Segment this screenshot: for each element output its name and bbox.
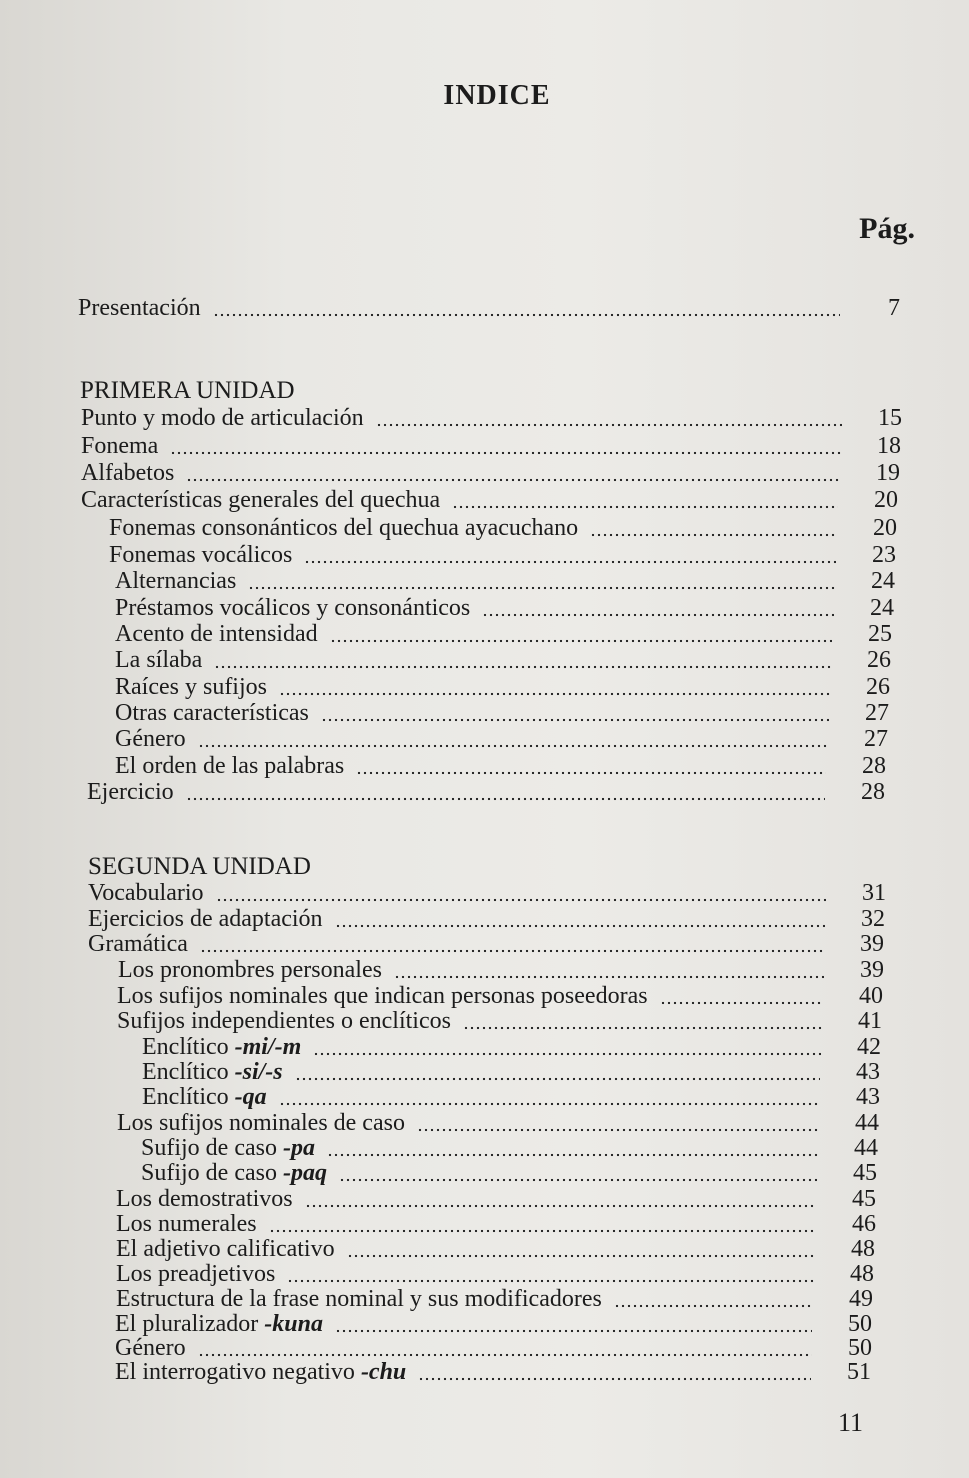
dot-leader	[213, 312, 840, 318]
toc-entry	[117, 1009, 882, 1033]
dot-leader	[200, 948, 824, 954]
toc-entry-text: El adjetivo calificativo	[116, 1236, 335, 1262]
page-number: 11	[838, 1408, 864, 1437]
dot-leader	[279, 1101, 820, 1107]
toc-entry	[115, 675, 890, 699]
dot-leader	[327, 1152, 818, 1158]
toc-entry-label	[115, 596, 470, 620]
toc-entry	[88, 881, 886, 905]
toc-entry-page: 43	[856, 1059, 880, 1085]
toc-entry	[115, 701, 889, 725]
toc-entry-label	[116, 1212, 257, 1236]
toc-entry-page: 27	[865, 700, 889, 726]
toc-entry-text: Fonemas vocálicos	[109, 542, 293, 568]
toc-entry	[109, 516, 897, 540]
dot-leader	[321, 717, 829, 723]
toc-entry-page: 20	[874, 487, 898, 513]
toc-entry-page: 49	[849, 1286, 873, 1312]
toc-entry-page: 28	[861, 779, 885, 805]
toc-entry-label	[81, 488, 440, 512]
toc-entry-page: 27	[864, 726, 888, 752]
toc-entry-page: 39	[860, 931, 884, 957]
toc-entry-text: Ejercicio	[87, 779, 174, 805]
toc-entry-page: 44	[854, 1135, 878, 1161]
toc-entry-text: Sufijo de caso	[141, 1160, 277, 1186]
dot-leader	[347, 1253, 815, 1259]
dot-leader	[214, 664, 831, 670]
toc-entry-label	[115, 648, 202, 672]
dot-leader	[248, 585, 835, 591]
toc-entry-page: 18	[877, 433, 901, 459]
toc-entry-text: Los sufijos nominales que indican personas poseedoras	[117, 983, 648, 1009]
toc-entry-text: Género	[115, 1335, 186, 1361]
toc-entry-label	[115, 1336, 186, 1360]
toc-entry-page: 31	[862, 880, 886, 906]
toc-entry	[88, 932, 884, 956]
toc-entry-page: 50	[848, 1335, 872, 1361]
toc-entry	[141, 1136, 878, 1160]
dot-leader	[482, 612, 834, 618]
dot-leader	[335, 923, 825, 929]
toc-entry-page: 32	[861, 906, 885, 932]
dot-leader	[452, 504, 838, 510]
dot-leader	[170, 450, 841, 456]
toc-entry-suffix: -qa	[234, 1084, 267, 1110]
toc-entry-text: Los sufijos nominales de caso	[117, 1110, 405, 1136]
toc-entry-text: Características generales del quechua	[81, 487, 441, 513]
dot-leader	[216, 897, 826, 903]
toc-entry-text: Gramática	[88, 931, 188, 957]
toc-entry-label	[115, 675, 267, 699]
toc-entry-text: La sílaba	[115, 647, 203, 673]
toc-entry-label	[109, 543, 292, 567]
toc-entry-page: 23	[872, 542, 896, 568]
toc-entry-label	[117, 1111, 405, 1135]
dot-leader	[418, 1376, 811, 1382]
toc-entry	[116, 1187, 876, 1211]
toc-entry	[116, 1262, 874, 1286]
toc-entry-page: 48	[850, 1261, 874, 1287]
unit-heading: SEGUNDA UNIDAD	[88, 853, 311, 880]
toc-entry	[109, 543, 896, 567]
toc-entry-label	[141, 1161, 327, 1185]
toc-entry	[117, 1111, 879, 1135]
toc-entry	[115, 596, 894, 620]
toc-entry-label	[115, 727, 186, 751]
toc-entry	[142, 1085, 880, 1109]
toc-entry-label	[87, 780, 174, 804]
toc-entry-text: Préstamos vocálicos y consonánticos	[115, 595, 471, 621]
toc-entry-label	[116, 1237, 335, 1261]
toc-entry	[81, 406, 902, 430]
toc-entry-page: 41	[858, 1008, 882, 1034]
dot-leader	[279, 691, 830, 697]
toc-entry-text: Alfabetos	[81, 460, 175, 486]
toc-entry-label	[115, 1360, 406, 1384]
toc-entry-page: 51	[847, 1359, 871, 1385]
toc-entry-page: 44	[855, 1110, 879, 1136]
toc-entry-label	[142, 1060, 283, 1084]
dot-leader	[198, 1352, 812, 1358]
toc-entry	[115, 648, 891, 672]
toc-entry-label	[117, 1009, 451, 1033]
toc-entry-suffix: -pa	[282, 1135, 315, 1161]
unit-heading: PRIMERA UNIDAD	[80, 377, 295, 404]
toc-entry-text: Enclítico	[142, 1084, 229, 1110]
toc-entry-text: Punto y modo de articulación	[81, 405, 364, 431]
toc-entry-page: 46	[852, 1211, 876, 1237]
toc-entry-label	[115, 569, 236, 593]
toc-entry-text: Alternancias	[115, 568, 237, 594]
toc-entry	[115, 1360, 871, 1384]
toc-entry-page: 24	[871, 568, 895, 594]
toc-entry	[115, 754, 886, 778]
toc-entry	[142, 1060, 880, 1084]
toc-entry-text: Los numerales	[116, 1211, 257, 1237]
toc-entry-text: Fonema	[81, 433, 159, 459]
dot-leader	[335, 1328, 812, 1334]
toc-entry-page: 19	[876, 460, 900, 486]
page-column-header: Pág.	[859, 212, 915, 245]
toc-entry-page: 24	[870, 595, 894, 621]
toc-entry-suffix: -mi/-m	[234, 1034, 302, 1060]
toc-entry-label	[142, 1035, 301, 1059]
toc-entry-text: Vocabulario	[88, 880, 204, 906]
toc-entry-page: 40	[859, 983, 883, 1009]
toc-entry-page: 26	[866, 674, 890, 700]
toc-entry-suffix: -kuna	[264, 1311, 323, 1337]
toc-entry-text: Los preadjetivos	[116, 1261, 276, 1287]
toc-entry	[142, 1035, 881, 1059]
toc-entry	[115, 569, 895, 593]
toc-entry-text: Acento de intensidad	[115, 621, 318, 647]
toc-entry-page: 42	[857, 1034, 881, 1060]
toc-entry-text: Sufijos independientes o enclíticos	[117, 1008, 451, 1034]
toc-entry-label	[78, 296, 201, 320]
dot-leader	[269, 1228, 816, 1234]
toc-entry-text: Fonemas consonánticos del quechua ayacuchano	[109, 515, 579, 541]
toc-entry-page: 20	[873, 515, 897, 541]
toc-entry	[118, 958, 884, 982]
dot-leader	[394, 974, 824, 980]
toc-entry	[117, 984, 883, 1008]
toc-entry-label	[115, 622, 318, 646]
toc-entry-page: 28	[862, 753, 886, 779]
toc-entry-suffix: -paq	[282, 1160, 327, 1186]
toc-entry-label	[88, 881, 204, 905]
toc-entry-suffix: -chu	[360, 1359, 407, 1385]
toc-entry-text: Los demostrativos	[116, 1186, 293, 1212]
dot-leader	[305, 1203, 816, 1209]
toc-entry-label	[81, 461, 174, 485]
toc-entry-page: 48	[851, 1236, 875, 1262]
toc-entry	[78, 296, 900, 320]
toc-entry	[88, 907, 885, 931]
toc-entry-page: 50	[848, 1311, 872, 1337]
toc-entry-text: El pluralizador	[115, 1311, 259, 1337]
toc-entry-page: 15	[878, 405, 902, 431]
toc-entry	[116, 1212, 876, 1236]
toc-entry-label	[118, 958, 382, 982]
dot-leader	[287, 1278, 814, 1284]
toc-entry-text: Los pronombres personales	[118, 957, 382, 983]
toc-entry-text: Género	[115, 726, 186, 752]
toc-entry-text: Enclítico	[142, 1034, 229, 1060]
dot-leader	[304, 559, 836, 565]
toc-entry-label	[141, 1136, 315, 1160]
dot-leader	[198, 743, 828, 749]
toc-entry	[141, 1161, 877, 1185]
toc-entry	[81, 434, 901, 458]
toc-entry-text: Estructura de la frase nominal y sus modificadores	[116, 1286, 602, 1312]
toc-entry-label	[116, 1262, 275, 1286]
toc-entry-label	[81, 434, 158, 458]
toc-entry	[81, 488, 898, 512]
toc-entry-label	[116, 1287, 602, 1311]
toc-entry-page: 25	[868, 621, 892, 647]
toc-entry-page: 26	[867, 647, 891, 673]
toc-entry-suffix: -si/-s	[234, 1059, 283, 1085]
toc-entry	[87, 780, 885, 804]
dot-leader	[330, 638, 832, 644]
toc-entry-label	[88, 907, 323, 931]
dot-leader	[186, 796, 825, 802]
toc-entry-page: 39	[860, 957, 884, 983]
index-title: INDICE	[443, 80, 551, 111]
toc-entry	[115, 1312, 872, 1336]
dot-leader	[417, 1127, 819, 1133]
toc-entry	[81, 461, 900, 485]
toc-entry-page: 45	[853, 1160, 877, 1186]
dot-leader	[186, 477, 840, 483]
dot-leader	[295, 1076, 820, 1082]
dot-leader	[463, 1025, 822, 1031]
toc-entry-text: El orden de las palabras	[115, 753, 345, 779]
dot-leader	[590, 532, 837, 538]
toc-entry	[116, 1237, 875, 1261]
toc-entry-label	[115, 754, 344, 778]
toc-entry	[116, 1287, 873, 1311]
toc-entry	[115, 1336, 872, 1360]
toc-entry	[115, 727, 888, 751]
toc-entry-label	[88, 932, 188, 956]
toc-entry-text: Sufijo de caso	[141, 1135, 277, 1161]
dot-leader	[356, 770, 826, 776]
toc-entry-text: Otras características	[115, 700, 309, 726]
dot-leader	[339, 1177, 817, 1183]
toc-entry-label	[117, 984, 648, 1008]
toc-entry-page: 7	[888, 295, 900, 321]
toc-entry-label	[81, 406, 364, 430]
toc-entry	[115, 622, 892, 646]
dot-leader	[614, 1303, 813, 1309]
dot-leader	[313, 1051, 821, 1057]
toc-entry-text: Ejercicios de adaptación	[88, 906, 323, 932]
toc-entry-text: Enclítico	[142, 1059, 229, 1085]
toc-entry-label	[109, 516, 578, 540]
toc-entry-label	[142, 1085, 267, 1109]
toc-entry-label	[115, 1312, 323, 1336]
toc-entry-text: El interrogativo negativo	[115, 1359, 355, 1385]
toc-entry-label	[116, 1187, 293, 1211]
toc-entry-page: 43	[856, 1084, 880, 1110]
toc-entry-label	[115, 701, 309, 725]
toc-entry-text: Raíces y sufijos	[115, 674, 267, 700]
dot-leader	[660, 1000, 823, 1006]
toc-entry-text: Presentación	[78, 295, 201, 321]
dot-leader	[376, 422, 842, 428]
toc-entry-page: 45	[852, 1186, 876, 1212]
